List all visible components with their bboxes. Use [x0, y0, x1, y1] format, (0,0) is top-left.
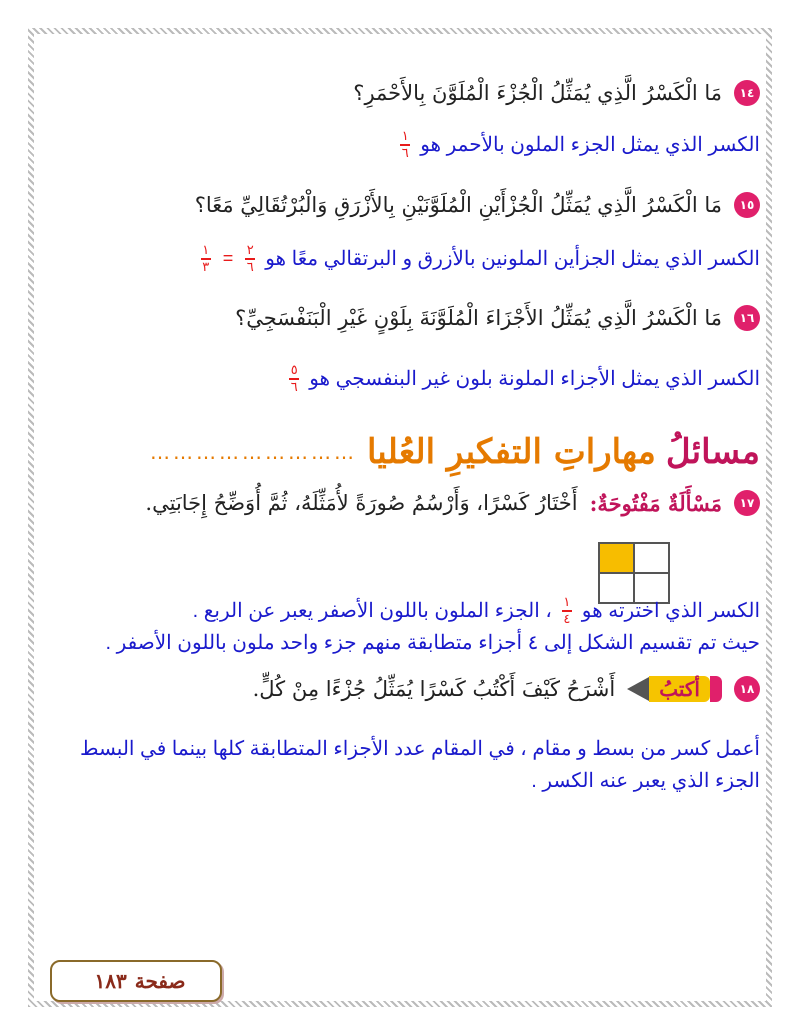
write-badge: أكتبُ: [649, 676, 710, 702]
question-number: ١٥: [734, 192, 760, 218]
question-15: [195, 192, 760, 218]
answer-17-line2: [106, 630, 760, 655]
answer-text: الكسر الذي يمثل الجزء الملون بالأحمر هو: [420, 134, 760, 157]
page-label: صفحة: [134, 969, 186, 993]
answer-14: [396, 130, 760, 160]
pencil-tip: [627, 677, 649, 701]
pencil-eraser: [710, 676, 722, 702]
heading-part2: مهاراتِ التفكيرِ العُليا: [366, 432, 656, 472]
fraction-numerator: ١: [563, 595, 571, 610]
question-14: [353, 80, 760, 106]
answer-text: حيث تم تقسيم الشكل إلى ٤ أجزاء متطابقة منهم جزء واحد ملون باللون الأصفر .: [105, 632, 760, 654]
answer-text: الكسر الذي يمثل الأجزاء الملونة بلون غير البنفسجي هو: [309, 368, 760, 391]
question-number: ١٨: [734, 676, 760, 702]
fraction-numerator: ٢: [246, 243, 254, 258]
question-16: [235, 305, 760, 331]
question-text: أَخْتَارُ كَسْرًا، وَأَرْسُمُ صُورَةً لأُمَثِّلَهُ، ثُمَّ أُوَضِّحُ إِجَابَتِي.: [145, 491, 578, 515]
answer-text: أعمل كسر من بسط و مقام ، في المقام عدد الأجزاء المتطابقة كلها بينما في البسط: [79, 738, 760, 760]
answer-15: [197, 244, 760, 274]
question-number: ١٤: [734, 80, 760, 106]
fraction: [245, 244, 255, 274]
fraction-numerator: ١: [401, 129, 409, 144]
fraction: [289, 364, 299, 394]
page-number: ١٨٣: [94, 969, 127, 993]
fraction-denominator: ٦: [290, 379, 298, 395]
heading-part1: مسائلُ: [665, 432, 760, 472]
answer-text: ، الجزء الملون باللون الأصفر يعبر عن الربع .: [192, 600, 552, 623]
fraction-denominator: ٣: [202, 259, 210, 275]
question-text: مَا الْكَسْرُ الَّذِي يُمَثِّلُ الأَجْزَاءَ الْمُلَوَّنَةَ بِلَوْنٍ غَيْرِ الْبَنَفْسَجِيِّ؟: [235, 306, 722, 330]
answer-text: الجزء الذي يعبر عنه الكسر .: [531, 770, 760, 792]
grid-cell-filled: [599, 543, 634, 573]
question-number: ١٦: [734, 305, 760, 331]
fraction-denominator: ٦: [401, 145, 409, 161]
fraction-denominator: ٦: [246, 259, 254, 275]
page-number-box: [50, 960, 222, 1002]
fraction-grid-diagram: [598, 542, 670, 604]
fraction: [201, 244, 211, 274]
answer-17-line1: [193, 596, 760, 626]
equals-sign: =: [222, 248, 234, 269]
fraction-denominator: ٤: [563, 611, 571, 627]
heading-dots: ………………………: [149, 440, 357, 464]
question-17: [145, 490, 760, 516]
fraction: [400, 130, 410, 160]
question-number: ١٧: [734, 490, 760, 516]
question-label: مَسْأَلَةٌ مَفْتُوحَةٌ:: [589, 490, 722, 516]
section-heading: [150, 432, 760, 472]
answer-text: الكسر الذي اخترته هو: [581, 600, 760, 623]
question-18: [253, 676, 760, 702]
answer-16: [285, 364, 760, 394]
question-text: مَا الْكَسْرُ الَّذِي يُمَثِّلُ الْجُزْأَيْنِ الْمُلَوَّنَيْنِ بِالأَزْرَقِ وَالْبُرْتُقَالِيِّ مَعًا؟: [194, 193, 722, 217]
question-text: أَشْرَحُ كَيْفَ أَكْتُبُ كَسْرًا يُمَثِّلُ جُزْءًا مِنْ كُلٍّ.: [252, 677, 616, 701]
fraction: [562, 596, 572, 626]
page-border: [28, 28, 772, 1007]
answer-text: الكسر الذي يمثل الجزأين الملونين بالأزرق و البرتقالي معًا هو: [265, 248, 760, 271]
fraction-numerator: ١: [202, 243, 210, 258]
answer-18-line1: [80, 736, 760, 761]
fraction-numerator: ٥: [290, 363, 298, 378]
question-text: مَا الْكَسْرُ الَّذِي يُمَثِّلُ الْجُزْءَ الْمُلَوَّنَ بِالأَحْمَرِ؟: [353, 81, 722, 105]
answer-18-line2: [531, 768, 760, 793]
grid-cell: [634, 543, 669, 573]
pencil-icon: [627, 676, 722, 702]
